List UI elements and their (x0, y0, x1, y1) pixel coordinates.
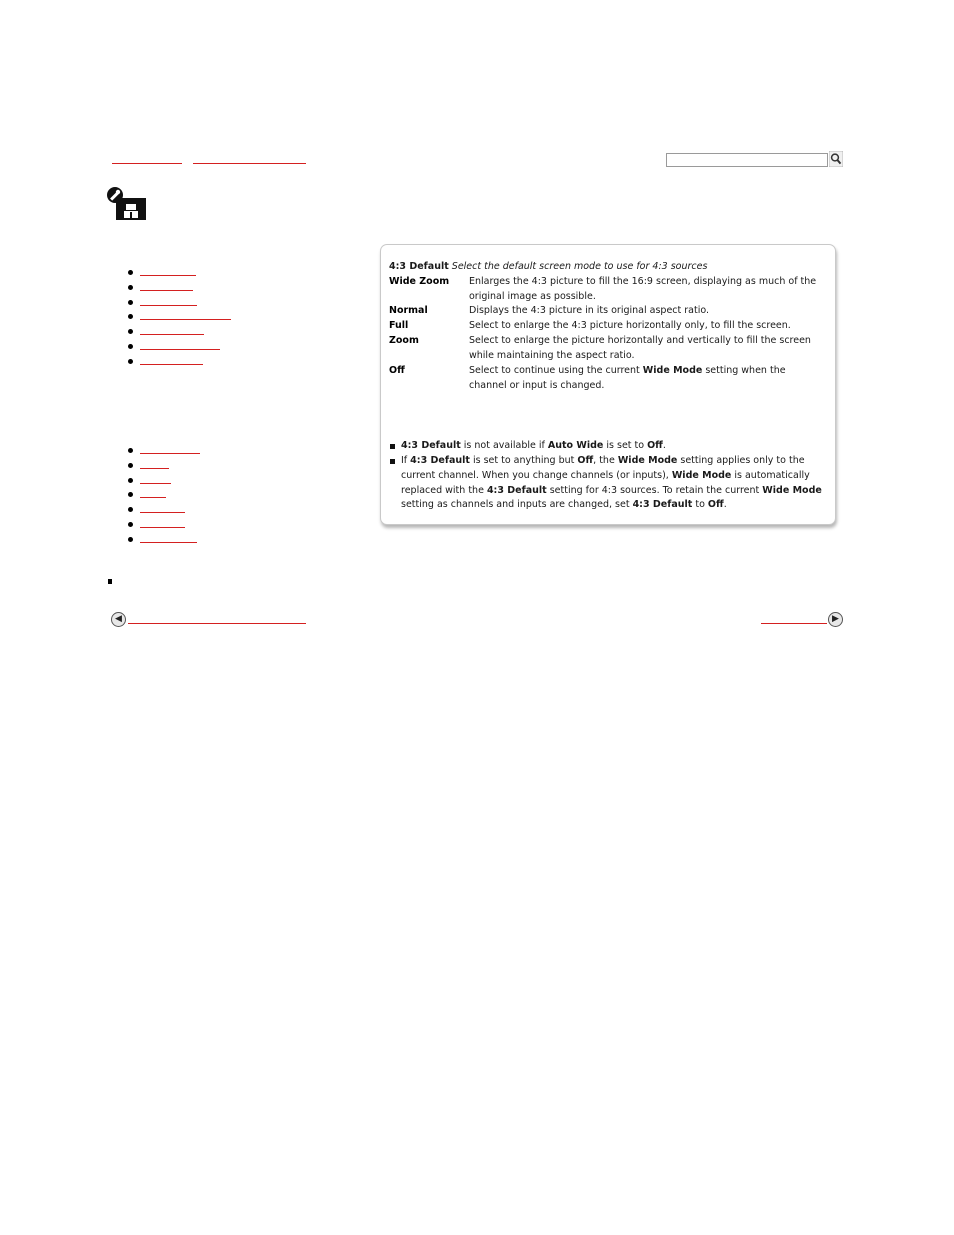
note-text: , the (593, 455, 618, 466)
sidebar-link[interactable] (140, 349, 220, 350)
note-text: . (662, 440, 666, 451)
sidebar-link[interactable] (140, 305, 197, 306)
note-text: . (723, 499, 727, 511)
bullet-icon (128, 329, 133, 334)
previous-page-link[interactable] (128, 621, 306, 624)
settings-icon (106, 186, 150, 222)
row-desc-off (469, 364, 821, 394)
sidebar-link[interactable] (140, 527, 185, 528)
desc-text: setting when the channel or input is changed. (469, 365, 786, 391)
row-term-off: Off (389, 365, 405, 376)
note-bold: Wide Mode (617, 455, 678, 466)
bullet-icon (128, 270, 133, 275)
sidebar-link[interactable] (140, 275, 196, 276)
row-desc-wide-zoom: Enlarges the 4:3 picture to fill the 16:9 screen, displaying as much of the original image as possible. (469, 276, 817, 302)
row-term-zoom: Zoom (389, 335, 419, 346)
sidebar-link[interactable] (140, 453, 200, 454)
note-bold: Off (647, 440, 663, 451)
row-desc-full: Select to enlarge the 4:3 picture horizontally only, to fill the screen. (469, 320, 791, 331)
bullet-icon (128, 463, 133, 468)
arrow-left-icon[interactable]: ◀ (111, 612, 126, 627)
note-text: is not available if (460, 440, 548, 451)
note-text: is set to anything but (469, 455, 578, 466)
note-1 (401, 439, 823, 454)
arrow-right-icon[interactable]: ▶ (828, 612, 843, 627)
bullet-icon (128, 492, 133, 497)
bullet-icon (128, 344, 133, 349)
note-bold: Auto Wide (547, 440, 604, 451)
heading-term: 4:3 Default (389, 261, 449, 272)
note-bold: Wide Mode (671, 469, 732, 481)
note-bold: Wide Mode (762, 484, 822, 496)
search-input[interactable] (666, 153, 828, 167)
sidebar-link[interactable] (140, 364, 203, 365)
sidebar-link[interactable] (140, 334, 204, 335)
note-bold: 4:3 Default (632, 499, 693, 511)
row-desc-zoom: Select to enlarge the picture horizontally and vertically to fill the screen while maintaining the aspect ratio. (469, 335, 811, 361)
note-text: is automatically replaced with the (401, 469, 810, 496)
note-text: setting applies only to the current channel. When you change channels (or inputs), (401, 455, 805, 481)
note-bold: 4:3 Default (486, 484, 547, 496)
row-term-normal: Normal (389, 305, 428, 316)
note-bold: Off (577, 455, 594, 466)
sidebar-link[interactable] (140, 290, 193, 291)
panel-heading (389, 260, 707, 275)
desc-bold: Wide Mode (642, 365, 703, 376)
note-bold: Off (707, 499, 724, 511)
search-button[interactable] (829, 151, 843, 167)
bullet-icon (128, 314, 133, 319)
sidebar-link[interactable] (140, 497, 166, 498)
page-marker (108, 579, 112, 584)
heading-description: Select the default screen mode to use for 4:3 sources (451, 261, 708, 272)
bullet-icon (128, 300, 133, 305)
next-page-link[interactable] (761, 621, 827, 624)
bullet-icon (128, 448, 133, 453)
bullet-icon (128, 522, 133, 527)
sidebar-link[interactable] (140, 468, 169, 469)
note-bold: 4:3 Default (401, 440, 461, 451)
sidebar-link[interactable] (140, 542, 197, 543)
bullet-icon (128, 507, 133, 512)
desc-text: Select to continue using the current (469, 365, 643, 376)
breadcrumb-link-1[interactable] (112, 161, 182, 164)
note-text: setting as channels and inputs are changed, set (401, 499, 633, 511)
bullet-icon (128, 537, 133, 542)
note-bold: 4:3 Default (410, 455, 470, 466)
breadcrumb-link-2[interactable] (193, 161, 306, 164)
magnifier-icon (829, 151, 843, 167)
bullet-icon (128, 285, 133, 290)
note-bullet-icon (390, 459, 395, 464)
note-2 (401, 454, 823, 513)
note-text: If (401, 455, 411, 466)
sidebar-link[interactable] (140, 483, 171, 484)
sidebar-link[interactable] (140, 512, 185, 513)
row-term-wide-zoom: Wide Zoom (389, 276, 450, 287)
note-text: is set to (603, 440, 648, 451)
bullet-icon (128, 478, 133, 483)
note-bullet-icon (390, 444, 395, 449)
row-term-full: Full (389, 320, 409, 331)
bullet-icon (128, 359, 133, 364)
note-text: setting for 4:3 sources. To retain the current (546, 484, 763, 496)
sidebar-link[interactable] (140, 319, 231, 320)
note-text: to (692, 499, 708, 511)
row-desc-normal: Displays the 4:3 picture in its original aspect ratio. (469, 305, 710, 316)
